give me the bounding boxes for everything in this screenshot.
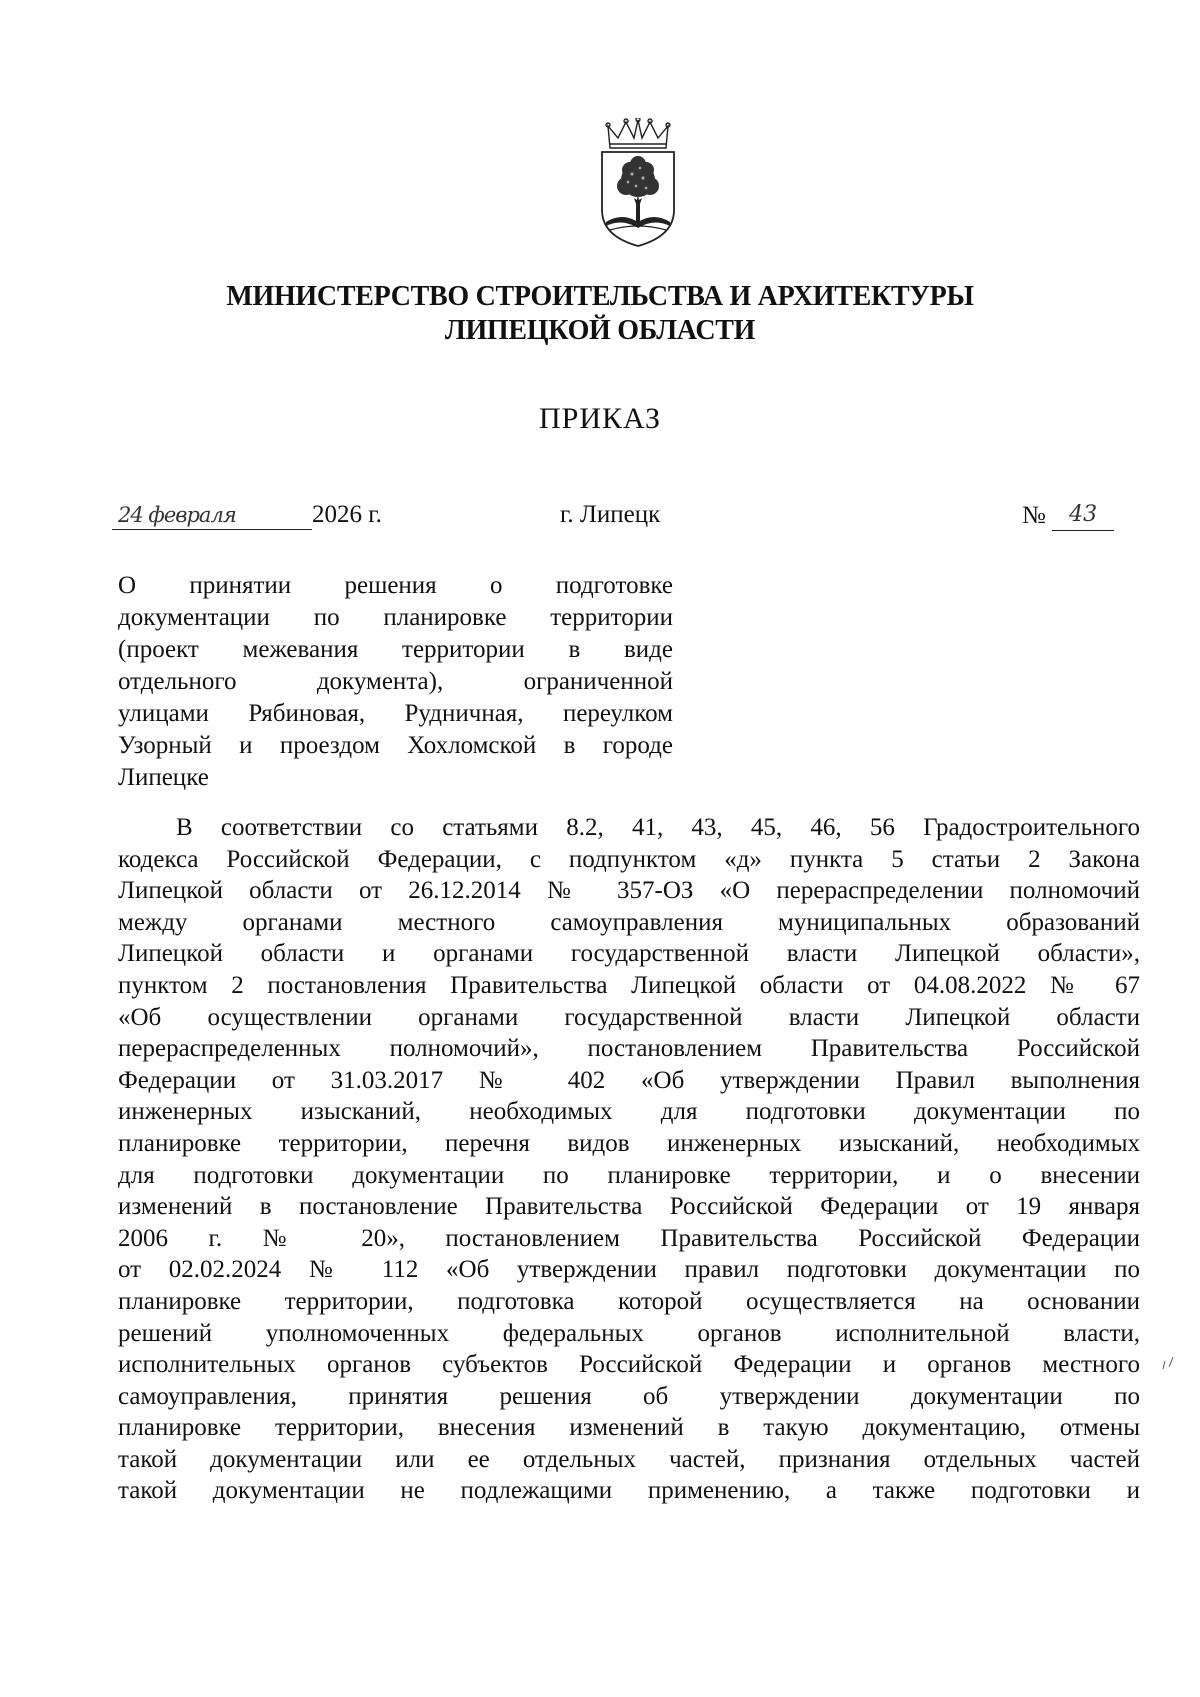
body-line: перераспределенных полномочий», постановлением Правительства Российской xyxy=(118,1035,1140,1063)
body-line: «Об осуществлении органами государственной власти Липецкой области xyxy=(118,1003,1140,1031)
subject-line: Узорный и проездом Хохломской в городе xyxy=(118,732,673,759)
order-number xyxy=(1022,500,1114,531)
subject-line: (проект межевания территории в виде xyxy=(118,636,673,663)
number-prefix: № xyxy=(1022,502,1046,529)
order-city: г. Липецк xyxy=(560,501,661,528)
body-line: изменений в постановление Правительства Российской Федерации от 19 января xyxy=(118,1193,1140,1221)
order-subject xyxy=(118,570,673,794)
body-line: пунктом 2 постановления Правительства Липецкой области от 04.08.2022 № 67 xyxy=(118,971,1140,999)
pen-mark-icon xyxy=(1160,1353,1176,1371)
body-line: Федерации от 31.03.2017 № 402 «Об утверждении Правил выполнения xyxy=(118,1066,1140,1094)
body-line: решений уполномоченных федеральных органов исполнительной власти, xyxy=(118,1319,1140,1347)
document-type: ПРИКАЗ xyxy=(539,402,661,435)
body-line: для подготовки документации по планировке территории, и о внесении xyxy=(118,1161,1140,1189)
body-line: планировке территории, внесения изменений в такую документацию, отмены xyxy=(118,1414,1140,1442)
subject-line: документации по планировке территории xyxy=(118,604,673,631)
subject-line: улицами Рябиновая, Рудничная, переулком xyxy=(118,700,673,727)
order-body xyxy=(118,812,1140,1507)
ministry-title-line1: МИНИСТЕРСТВО СТРОИТЕЛЬСТВА И АРХИТЕКТУРЫ xyxy=(226,281,974,312)
body-line: планировке территории, перечня видов инженерных изысканий, необходимых xyxy=(118,1129,1140,1157)
subject-line: отдельного документа), ограниченной xyxy=(118,668,673,695)
body-line: исполнительных органов субъектов Российской Федерации и органов местного xyxy=(118,1351,1140,1379)
body-line: от 02.02.2024 № 112 «Об утверждении правил подготовки документации по xyxy=(118,1256,1140,1284)
body-line: Липецкой области от 26.12.2014 № 357-ОЗ «О перераспределении полномочий xyxy=(118,877,1140,905)
handwritten-number: 43 xyxy=(1052,500,1114,531)
handwritten-date: 24 февраля xyxy=(112,500,312,530)
ministry-title-line2: ЛИПЕЦКОЙ ОБЛАСТИ xyxy=(444,315,756,346)
body-line: 2006 г. № 20», постановлением Правительства Российской Федерации xyxy=(118,1224,1140,1252)
date-year: 2026 г. xyxy=(312,501,382,528)
subject-line: Липецке xyxy=(118,764,209,791)
body-line: инженерных изысканий, необходимых для подготовки документации по xyxy=(118,1098,1140,1126)
body-line: между органами местного самоуправления муниципальных образований xyxy=(118,908,1140,936)
subject-line: О принятии решения о подготовке xyxy=(118,572,673,599)
order-date xyxy=(112,500,402,530)
body-line: В соответствии со статьями 8.2, 41, 43, 45, 46, 56 Градостроительного xyxy=(176,814,1140,841)
body-line: самоуправления, принятия решения об утверждении документации по xyxy=(118,1382,1140,1410)
body-line: такой документации не подлежащими применению, а также подготовки и xyxy=(118,1477,1140,1505)
body-line: кодекса Российской Федерации, с подпунктом «д» пункта 5 статьи 2 Закона xyxy=(118,845,1140,873)
body-line: Липецкой области и органами государственной власти Липецкой области», xyxy=(118,940,1140,968)
coat-of-arms-icon xyxy=(588,118,688,248)
body-line: такой документации или ее отдельных частей, признания отдельных частей xyxy=(118,1445,1140,1473)
body-line: планировке территории, подготовка которой осуществляется на основании xyxy=(118,1287,1140,1315)
